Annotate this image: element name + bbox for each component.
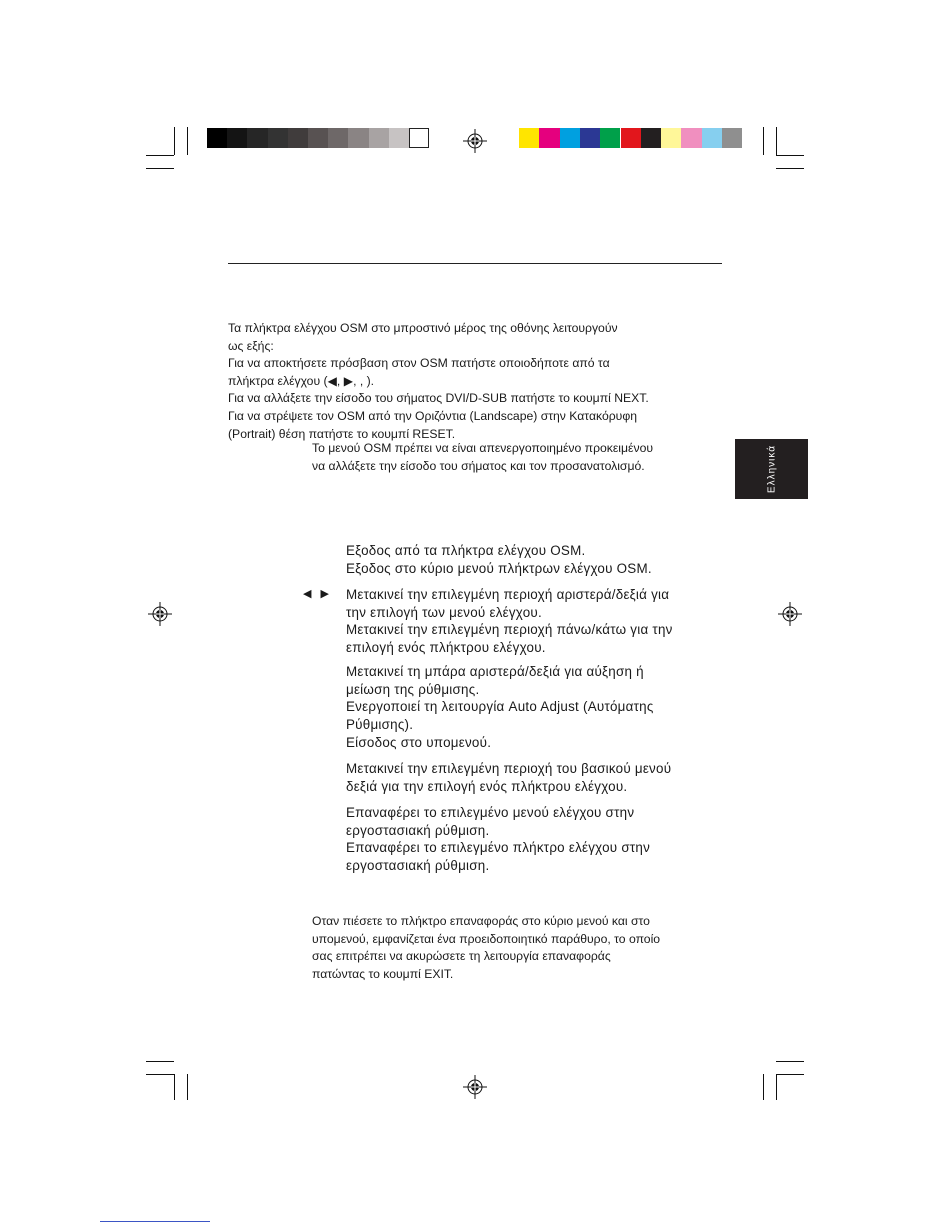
intro-line: Για να αποκτήσετε πρόσβαση στον OSM πατήστε οποιοδήποτε από τα bbox=[228, 356, 610, 371]
gray-swatch bbox=[247, 128, 267, 148]
left-right-arrow-icon: ◀ ▶ bbox=[303, 588, 332, 600]
registration-mark-left-icon bbox=[148, 602, 172, 626]
registration-mark-bottom-icon bbox=[463, 1075, 487, 1099]
note-line: πατώντας το κουμπί EXIT. bbox=[312, 966, 454, 981]
process-swatch bbox=[722, 128, 742, 148]
description-line: Μετακινεί την επιλεγμένη περιοχή του βασικού μενού bbox=[346, 761, 672, 776]
description-line: Μετακινεί την επιλεγμένη περιοχή αριστερά/δεξιά για bbox=[346, 587, 670, 602]
description-line: Ρύθμισης). bbox=[346, 717, 414, 733]
note-line: Το μενού OSM πρέπει να είναι απενεργοποιημένο προκειμένου bbox=[312, 441, 654, 455]
header-rule bbox=[228, 263, 722, 264]
gray-swatch bbox=[389, 128, 409, 148]
gray-swatch bbox=[409, 128, 429, 148]
control-description-exit bbox=[346, 542, 726, 577]
description-line: εργοστασιακή ρύθμιση. bbox=[346, 822, 490, 838]
gray-swatch bbox=[227, 128, 247, 148]
process-swatch bbox=[641, 128, 661, 148]
registration-mark-right-icon bbox=[778, 602, 802, 626]
process-swatch bbox=[600, 128, 620, 148]
note-line: υπομενού, εμφανίζεται ένα προειδοποιητικό παράθυρο, το οποίο bbox=[312, 931, 661, 946]
description-line: Είσοδος στο υπομενού. bbox=[346, 734, 492, 750]
intro-line: Για να στρέψετε τον OSM από την Οριζόντια (Landscape) στην Κατακόρυφη bbox=[228, 408, 637, 423]
control-description-reset bbox=[346, 804, 726, 875]
process-swatch bbox=[621, 128, 641, 148]
note-line: σας επιτρέπει να ακυρώσετε τη λειτουργία επαναφοράς bbox=[312, 949, 611, 964]
control-description-adjust bbox=[346, 663, 726, 752]
gray-swatch bbox=[369, 128, 389, 148]
note-reset-warning bbox=[312, 913, 660, 983]
intro-line: Τα πλήκτρα ελέγχου OSM στο μπροστινό μέρος της οθόνης λειτουργούν bbox=[228, 321, 618, 335]
note-osm-off bbox=[312, 440, 653, 475]
registration-mark-top-icon bbox=[463, 129, 487, 153]
description-line: Εξοδος στο κύριο μενού πλήκτρων ελέγχου OSM. bbox=[346, 560, 652, 576]
description-line: μείωση της ρύθμισης. bbox=[346, 681, 480, 697]
intro-line: πλήκτρα ελέγχου (◀, ▶, , ). bbox=[228, 373, 375, 388]
note-line: να αλλάξετε την είσοδο του σήματος και τον προσανατολισμό. bbox=[312, 458, 645, 473]
control-description-next bbox=[346, 760, 726, 795]
description-line: Εξοδος από τα πλήκτρα ελέγχου OSM. bbox=[346, 543, 586, 558]
intro-paragraph bbox=[228, 320, 728, 443]
intro-line: Για να αλλάξετε την είσοδο του σήματος DVI/D-SUB πατήστε το κουμπί NEXT. bbox=[228, 391, 649, 406]
description-line: Ενεργοποιεί τη λειτουργία Auto Adjust (Αυτόματης bbox=[346, 699, 654, 715]
description-line: εργοστασιακή ρύθμιση. bbox=[346, 858, 490, 874]
description-line: δεξιά για την επιλογή ενός πλήκτρου ελέγχου. bbox=[346, 778, 628, 794]
gray-swatch bbox=[308, 128, 328, 148]
bottom-blue-line bbox=[100, 1221, 210, 1222]
note-line: Οταν πιέσετε το πλήκτρο επαναφοράς στο κύριο μενού και στο bbox=[312, 914, 650, 928]
process-swatch bbox=[681, 128, 701, 148]
process-swatch bbox=[580, 128, 600, 148]
gray-swatch bbox=[268, 128, 288, 148]
language-side-tab bbox=[735, 439, 808, 499]
description-line: Επαναφέρει το επιλεγμένο μενού ελέγχου στην bbox=[346, 805, 635, 820]
description-line: Επαναφέρει το επιλεγμένο πλήκτρο ελέγχου στην bbox=[346, 840, 651, 856]
intro-line: ως εξής: bbox=[228, 338, 274, 353]
process-swatch bbox=[539, 128, 559, 148]
side-tab-label: Ελληνικά bbox=[766, 444, 777, 494]
description-line: την επιλογή των μενού ελέγχου. bbox=[346, 604, 542, 620]
control-description-arrows bbox=[346, 586, 726, 657]
process-swatch bbox=[519, 128, 539, 148]
description-line: Μετακινεί την επιλεγμένη περιοχή πάνω/κάτω για την bbox=[346, 622, 673, 638]
description-line: Μετακινεί τη μπάρα αριστερά/δεξιά για αύξηση ή bbox=[346, 664, 644, 679]
intro-line: (Portrait) θέση πατήστε το κουμπί RESET. bbox=[228, 426, 456, 441]
gray-swatch bbox=[328, 128, 348, 148]
process-swatch bbox=[661, 128, 681, 148]
description-line: επιλογή ενός πλήκτρου ελέγχου. bbox=[346, 640, 546, 656]
process-swatch bbox=[702, 128, 722, 148]
gray-swatch bbox=[288, 128, 308, 148]
gray-swatch bbox=[207, 128, 227, 148]
process-swatch bbox=[560, 128, 580, 148]
gray-swatch bbox=[348, 128, 368, 148]
